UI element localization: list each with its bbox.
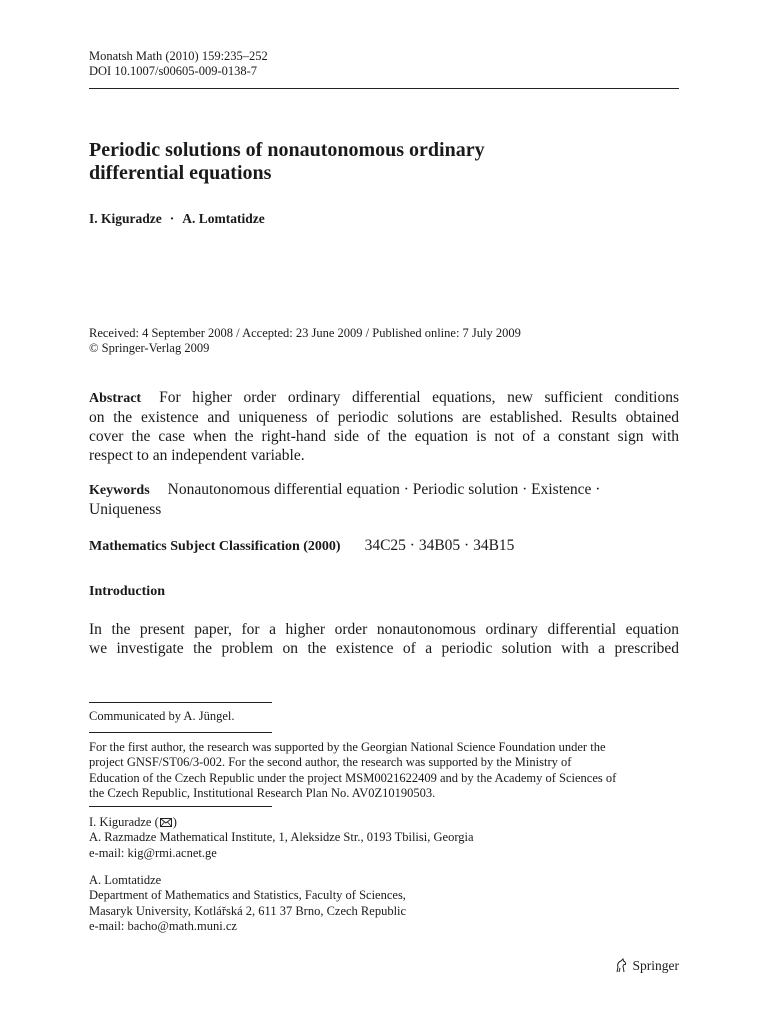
footnote-rule bbox=[89, 732, 272, 733]
author2-dept: Department of Mathematics and Statistics, Faculty of Sciences, bbox=[89, 888, 406, 903]
paper-title bbox=[89, 139, 485, 185]
abstract-line: Abstract For higher order ordinary differential equations, new sufficient conditions bbox=[89, 389, 679, 406]
intro-line: we investigate the problem on the existence of a periodic solution with a prescribed bbox=[89, 640, 679, 657]
msc-classification bbox=[89, 536, 514, 556]
support-line: For the first author, the research was supported by the Georgian National Science Foundation under the bbox=[89, 740, 606, 754]
author-lomtatidze: A. Lomtatidze bbox=[182, 211, 265, 226]
publisher-name: Springer bbox=[632, 958, 679, 973]
msc-label: Mathematics Subject Classification (2000) bbox=[89, 539, 341, 554]
author2-affiliation bbox=[89, 873, 679, 934]
footnote-communicated: Communicated by A. Jüngel. bbox=[89, 709, 235, 723]
header-rule bbox=[89, 88, 679, 89]
doi[interactable]: DOI 10.1007/s00605-009-0138-7 bbox=[89, 64, 258, 78]
footnote-rule bbox=[89, 806, 272, 807]
abstract-line: on the existence and uniqueness of periodic solutions are established. Results obtained bbox=[89, 409, 679, 426]
section-heading-introduction: Introduction bbox=[89, 584, 165, 599]
dates-line: Received: 4 September 2008 / Accepted: 23 June 2009 / Published online: 7 July 2009 bbox=[89, 326, 521, 340]
author-separator: · bbox=[169, 211, 175, 226]
author-list bbox=[89, 211, 265, 227]
title-line-2: differential equations bbox=[89, 162, 272, 184]
author2-name: A. Lomtatidze bbox=[89, 873, 162, 887]
author2-email[interactable]: e-mail: bacho@math.muni.cz bbox=[89, 918, 237, 933]
journal-citation: Monatsh Math (2010) 159:235–252 bbox=[89, 49, 268, 63]
publication-dates bbox=[89, 326, 521, 356]
keywords-label: Keywords bbox=[89, 483, 150, 498]
abstract-line: cover the case when the right-hand side of the equation is not of a constant sign with bbox=[89, 428, 679, 445]
author1-address: A. Razmadze Mathematical Institute, 1, Aleksidze Str., 0193 Tbilisi, Georgia bbox=[89, 830, 474, 845]
author1-name: I. Kiguradze ( ) bbox=[89, 815, 177, 829]
abstract bbox=[89, 388, 679, 465]
paper-page bbox=[89, 0, 679, 1024]
support-line: project GNSF/ST06/3-002. For the second author, the research was supported by the Ministry of bbox=[89, 755, 572, 770]
footnote-support bbox=[89, 740, 679, 801]
introduction-text bbox=[89, 620, 679, 658]
abstract-label: Abstract bbox=[89, 391, 142, 406]
copyright: © Springer-Verlag 2009 bbox=[89, 341, 210, 355]
support-line: Education of the Czech Republic under the project MSM0021622409 and by the Academy of Sciences of bbox=[89, 770, 617, 785]
intro-line: In the present paper, for a higher order nonautonomous ordinary differential equation bbox=[89, 621, 679, 638]
author2-address: Masaryk University, Kotlářská 2, 611 37 Brno, Czech Republic bbox=[89, 903, 407, 918]
journal-header bbox=[89, 49, 268, 79]
author-kiguradze: I. Kiguradze bbox=[89, 211, 162, 226]
keywords-line: Uniqueness bbox=[89, 501, 162, 518]
author1-email[interactable]: e-mail: kig@rmi.acnet.ge bbox=[89, 845, 217, 860]
keywords bbox=[89, 480, 679, 519]
keywords-line: Keywords Nonautonomous differential equation · Periodic solution · Existence · bbox=[89, 481, 601, 498]
footnote-rule bbox=[89, 702, 272, 703]
abstract-line: respect to an independent variable. bbox=[89, 447, 305, 464]
springer-horse-icon bbox=[613, 958, 629, 974]
springer-logo bbox=[613, 958, 680, 974]
title-line-1: Periodic solutions of nonautonomous ordinary bbox=[89, 139, 485, 161]
msc-codes: 34C25 · 34B05 · 34B15 bbox=[364, 537, 515, 554]
envelope-icon[interactable] bbox=[160, 818, 172, 827]
author1-affiliation bbox=[89, 815, 679, 861]
support-line: the Czech Republic, Institutional Research Plan No. AV0Z10190503. bbox=[89, 785, 436, 800]
